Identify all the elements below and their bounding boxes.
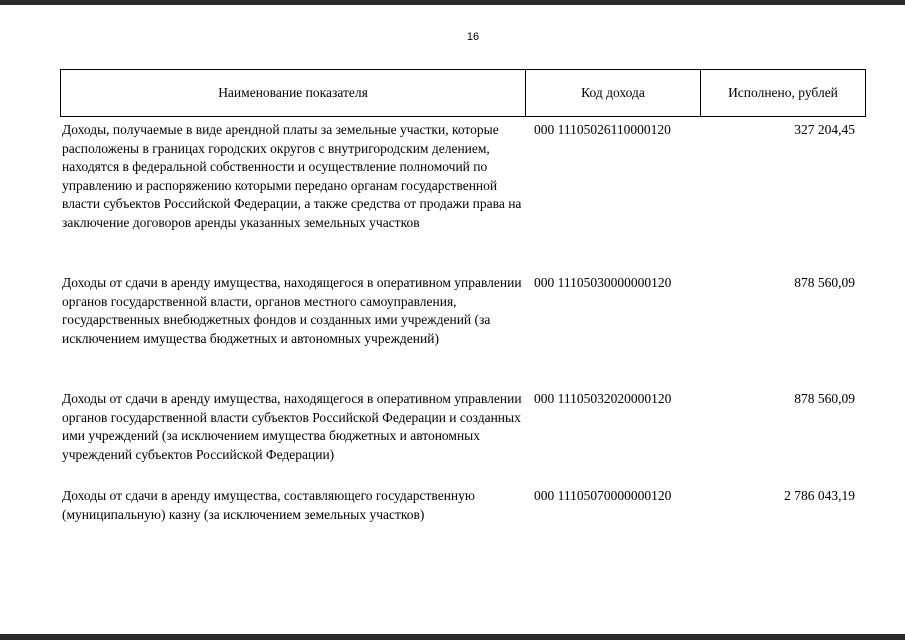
row-name: Доходы от сдачи в аренду имущества, находящегося в оперативном управлении органов государственной власти, органов местного самоуправления, государственных внебюджетных фондов и созданных ими учреждений (за исключением имущества бюджетных и автономных учреждений) (62, 275, 522, 346)
table-header (60, 69, 866, 117)
header-amount: Исполнено, рублей (728, 85, 838, 100)
page-number: 16 (466, 31, 480, 43)
row-code: 000 11105032020000120 (534, 391, 672, 406)
row-amount: 327 204,45 (794, 122, 855, 137)
row-code: 000 11105030000000120 (534, 275, 672, 290)
row-amount: 878 560,09 (794, 275, 855, 290)
top-border (0, 0, 905, 5)
row-name: Доходы, получаемые в виде арендной платы за земельные участки, которые расположены в границах городских округов с внутригородским делением, находятся в федеральной собственности и осуществление полномочий по управлению и распоряжению которыми передано органам государственной власти субъектов Российской Федерации, а также средства от продажи права на заключение договоров аренды указанных земельных участков (62, 122, 522, 230)
row-amount: 878 560,09 (794, 391, 855, 406)
row-code: 000 11105070000000120 (534, 488, 672, 503)
row-amount: 2 786 043,19 (784, 488, 855, 503)
row-name: Доходы от сдачи в аренду имущества, составляющего государственную (муниципальную) казну (за исключением земельных участков) (62, 488, 475, 522)
header-name: Наименование показателя (61, 70, 526, 116)
row-name: Доходы от сдачи в аренду имущества, находящегося в оперативном управлении органов государственной власти субъектов Российской Федерации и созданных ими учреждений (за исключением имущества бюджетных и автономных учреждений субъектов Российской Федерации) (62, 391, 522, 462)
row-code: 000 11105026110000120 (534, 122, 671, 137)
header-code: Код дохода (526, 70, 701, 116)
bottom-border (0, 634, 905, 640)
